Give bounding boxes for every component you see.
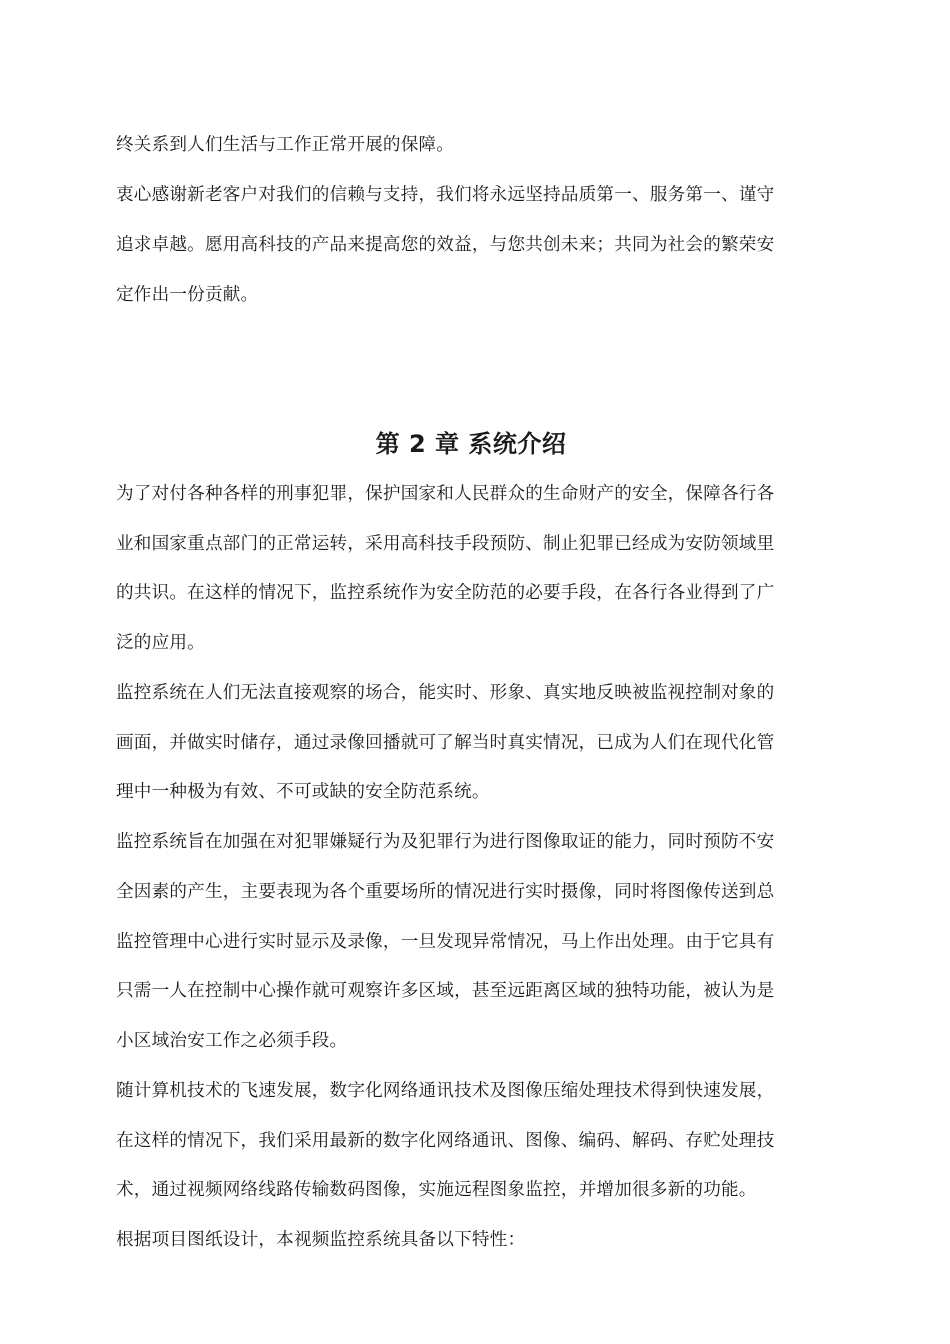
text-line: 术，通过视频网络线路传输数码图像，实施远程图象监控，并增加很多新的功能。 (116, 1180, 757, 1200)
text-line: 监控系统旨在加强在对犯罪嫌疑行为及犯罪行为进行图像取证的能力，同时预防不安 (116, 832, 775, 852)
text-line: 随计算机技术的飞速发展，数字化网络通讯技术及图像压缩处理技术得到快速发展， (116, 1081, 775, 1101)
text-line: 根据项目图纸设计，本视频监控系统具备以下特性： (116, 1230, 526, 1250)
text-line: 小区域治安工作之必须手段。 (116, 1031, 348, 1051)
text-line: 全因素的产生，主要表现为各个重要场所的情况进行实时摄像，同时将图像传送到总 (116, 882, 775, 902)
text-line: 监控系统在人们无法直接观察的场合，能实时、形象、真实地反映被监视控制对象的 (116, 683, 775, 703)
text-line: 追求卓越。愿用高科技的产品来提高您的效益，与您共创未来；共同为社会的繁荣安 (116, 235, 775, 255)
text-line: 的共识。在这样的情况下，监控系统作为安全防范的必要手段，在各行各业得到了广 (116, 583, 775, 603)
text-line: 在这样的情况下，我们采用最新的数字化网络通讯、图像、编码、解码、存贮处理技 (116, 1131, 775, 1151)
text-line: 理中一种极为有效、不可或缺的安全防范系统。 (116, 782, 490, 802)
text-line: 业和国家重点部门的正常运转，采用高科技手段预防、制止犯罪已经成为安防领域里 (116, 534, 775, 554)
text-line: 泛的应用。 (116, 633, 205, 653)
text-line: 定作出一份贡献。 (116, 285, 259, 305)
text-line: 为了对付各种各样的刑事犯罪，保护国家和人民群众的生命财产的安全，保障各行各 (116, 484, 775, 504)
text-line: 监控管理中心进行实时显示及录像，一旦发现异常情况，马上作出处理。由于它具有 (116, 932, 775, 952)
chapter-heading: 第 2 章 系统介绍 (375, 430, 567, 458)
text-line: 终关系到人们生活与工作正常开展的保障。 (116, 135, 455, 155)
text-line: 画面，并做实时储存，通过录像回播就可了解当时真实情况，已成为人们在现代化管 (116, 733, 775, 753)
text-line: 衷心感谢新老客户对我们的信赖与支持，我们将永远坚持品质第一、服务第一、谨守 (116, 185, 775, 205)
text-line: 只需一人在控制中心操作就可观察许多区域，甚至远距离区域的独特功能，被认为是 (116, 981, 775, 1001)
